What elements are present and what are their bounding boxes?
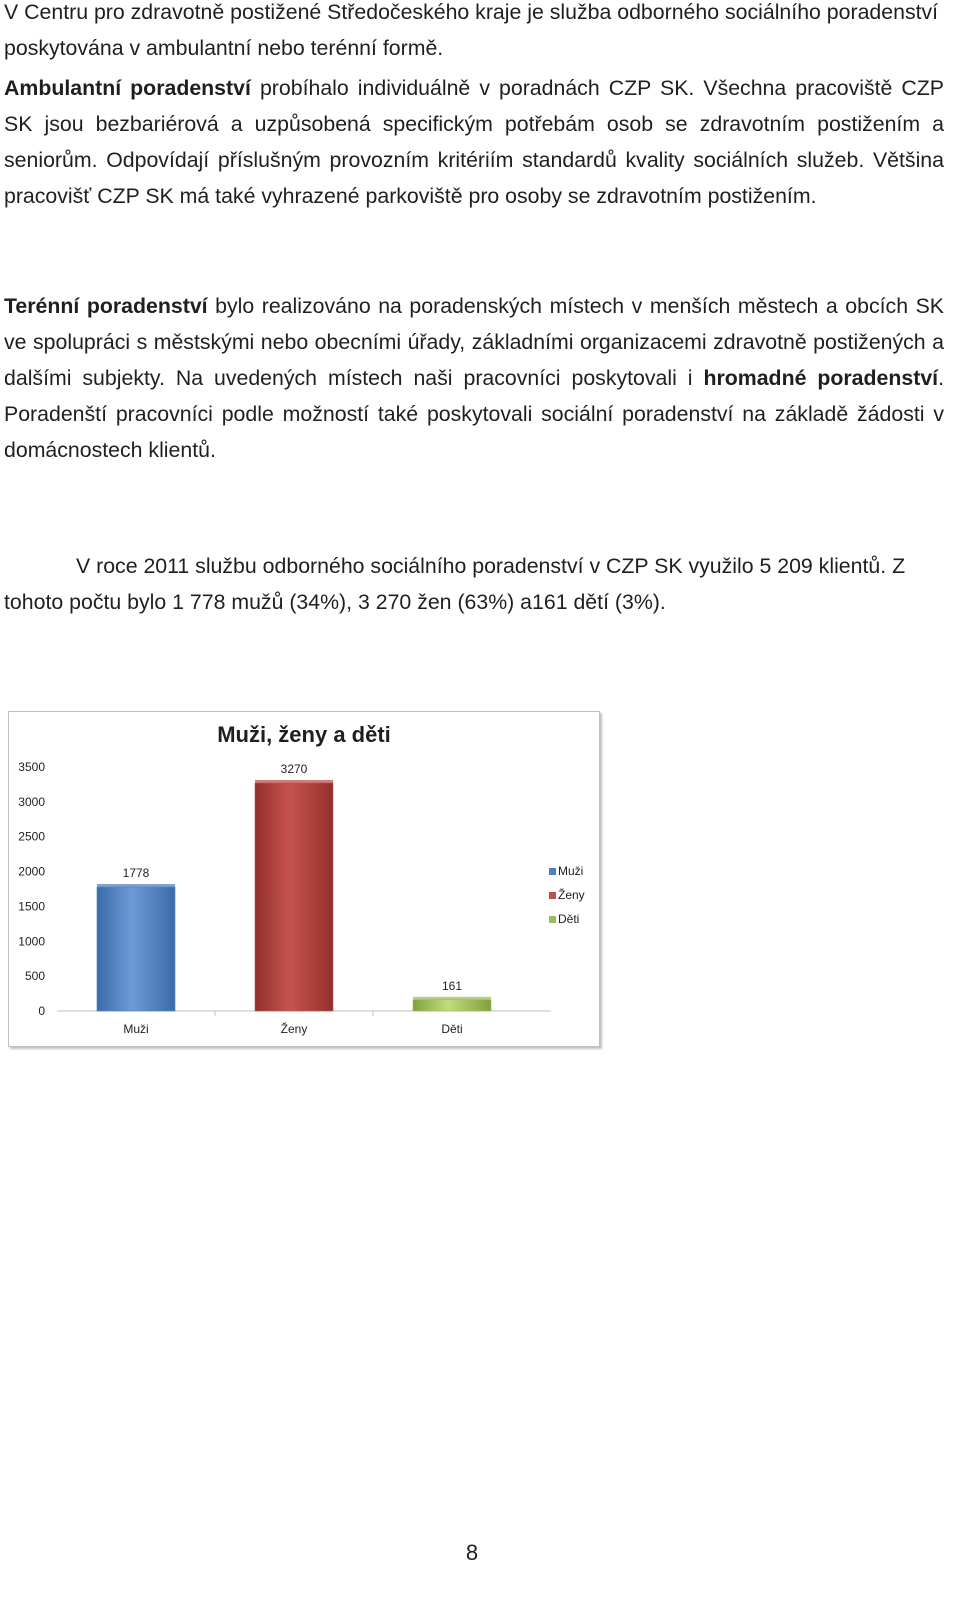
legend-swatch (549, 892, 556, 899)
legend-label: Muži (558, 864, 584, 878)
y-tick-label: 2000 (18, 864, 45, 879)
x-tick-label: Ženy (280, 1022, 308, 1036)
legend-swatch (549, 916, 556, 923)
ambulant-text: probíhalo individuálně v poradnách CZP SK. Všechna pracoviště CZP SK jsou bezbariérová a uzpůsobená specifickým potřebám osob se zdravotním postižením a seniorům. Odpovídají příslušným provozním kritériím standardů kvality sociálních služeb. Většina pracovišť CZP SK má také vyhrazené parkoviště pro osoby se zdravotním postižením. (4, 76, 945, 208)
y-tick-label: 1000 (18, 934, 45, 949)
bar-chart (8, 711, 600, 1047)
data-label: 1778 (122, 866, 150, 881)
y-tick-label: 2500 (18, 829, 45, 844)
bar-děti (413, 1000, 491, 1011)
bar-muži (97, 887, 175, 1011)
bar-top-ženy (255, 780, 333, 783)
field-text: bylo realizováno na poradenských místech v menších městech a obcích SK ve spolupráci s městskými nebo obecními úřady, základními organizacemi zdravotně postižených a dalšími subjekty. Na uvedených místech naši pracovníci poskytovali i (4, 294, 944, 390)
bar-top-děti (413, 997, 491, 1000)
legend-swatch (549, 868, 556, 875)
chart-title: Muži, ženy a děti (217, 722, 391, 747)
statistics-text: V roce 2011 službu odborného sociálního poradenství v CZP SK využilo 5 209 klientů. Z tohoto počtu bylo 1 778 mužů (34%), 3 270 žen (63%) a161 dětí (3%). (4, 554, 906, 614)
y-tick-label: 1500 (18, 899, 45, 914)
group-counselling-term: hromadné poradenství (703, 366, 939, 390)
y-tick-label: 3000 (18, 794, 45, 809)
y-tick-label: 500 (24, 969, 45, 984)
paragraph-field (4, 288, 944, 468)
paragraph-intro-text: V Centru pro zdravotně postižené Středočeského kraje je služba odborného sociálního poradenství poskytována v ambulantní nebo terénní formě. (4, 0, 939, 60)
field-text-end: . Poradenští pracovníci podle možností také poskytovali sociální poradenství na základě žádosti v domácnostech klientů. (4, 366, 944, 462)
paragraph-statistics (4, 548, 944, 620)
bar-top-muži (97, 884, 175, 887)
x-tick-label: Muži (123, 1022, 149, 1036)
paragraph-intro (4, 0, 944, 66)
legend-label: Děti (558, 912, 580, 926)
y-tick-label: 0 (38, 1004, 45, 1018)
chart-plot (9, 712, 599, 1046)
field-heading: Terénní poradenství (4, 294, 208, 318)
data-label: 161 (441, 978, 463, 993)
bar-ženy (255, 783, 333, 1011)
y-tick-label: 3500 (18, 760, 45, 774)
x-tick-label: Děti (441, 1022, 463, 1036)
paragraph-ambulant (4, 70, 944, 214)
legend-label: Ženy (558, 888, 585, 902)
data-label: 3270 (280, 762, 308, 777)
ambulant-heading: Ambulantní poradenství (4, 76, 251, 100)
page-number: 8 (465, 1540, 479, 1565)
